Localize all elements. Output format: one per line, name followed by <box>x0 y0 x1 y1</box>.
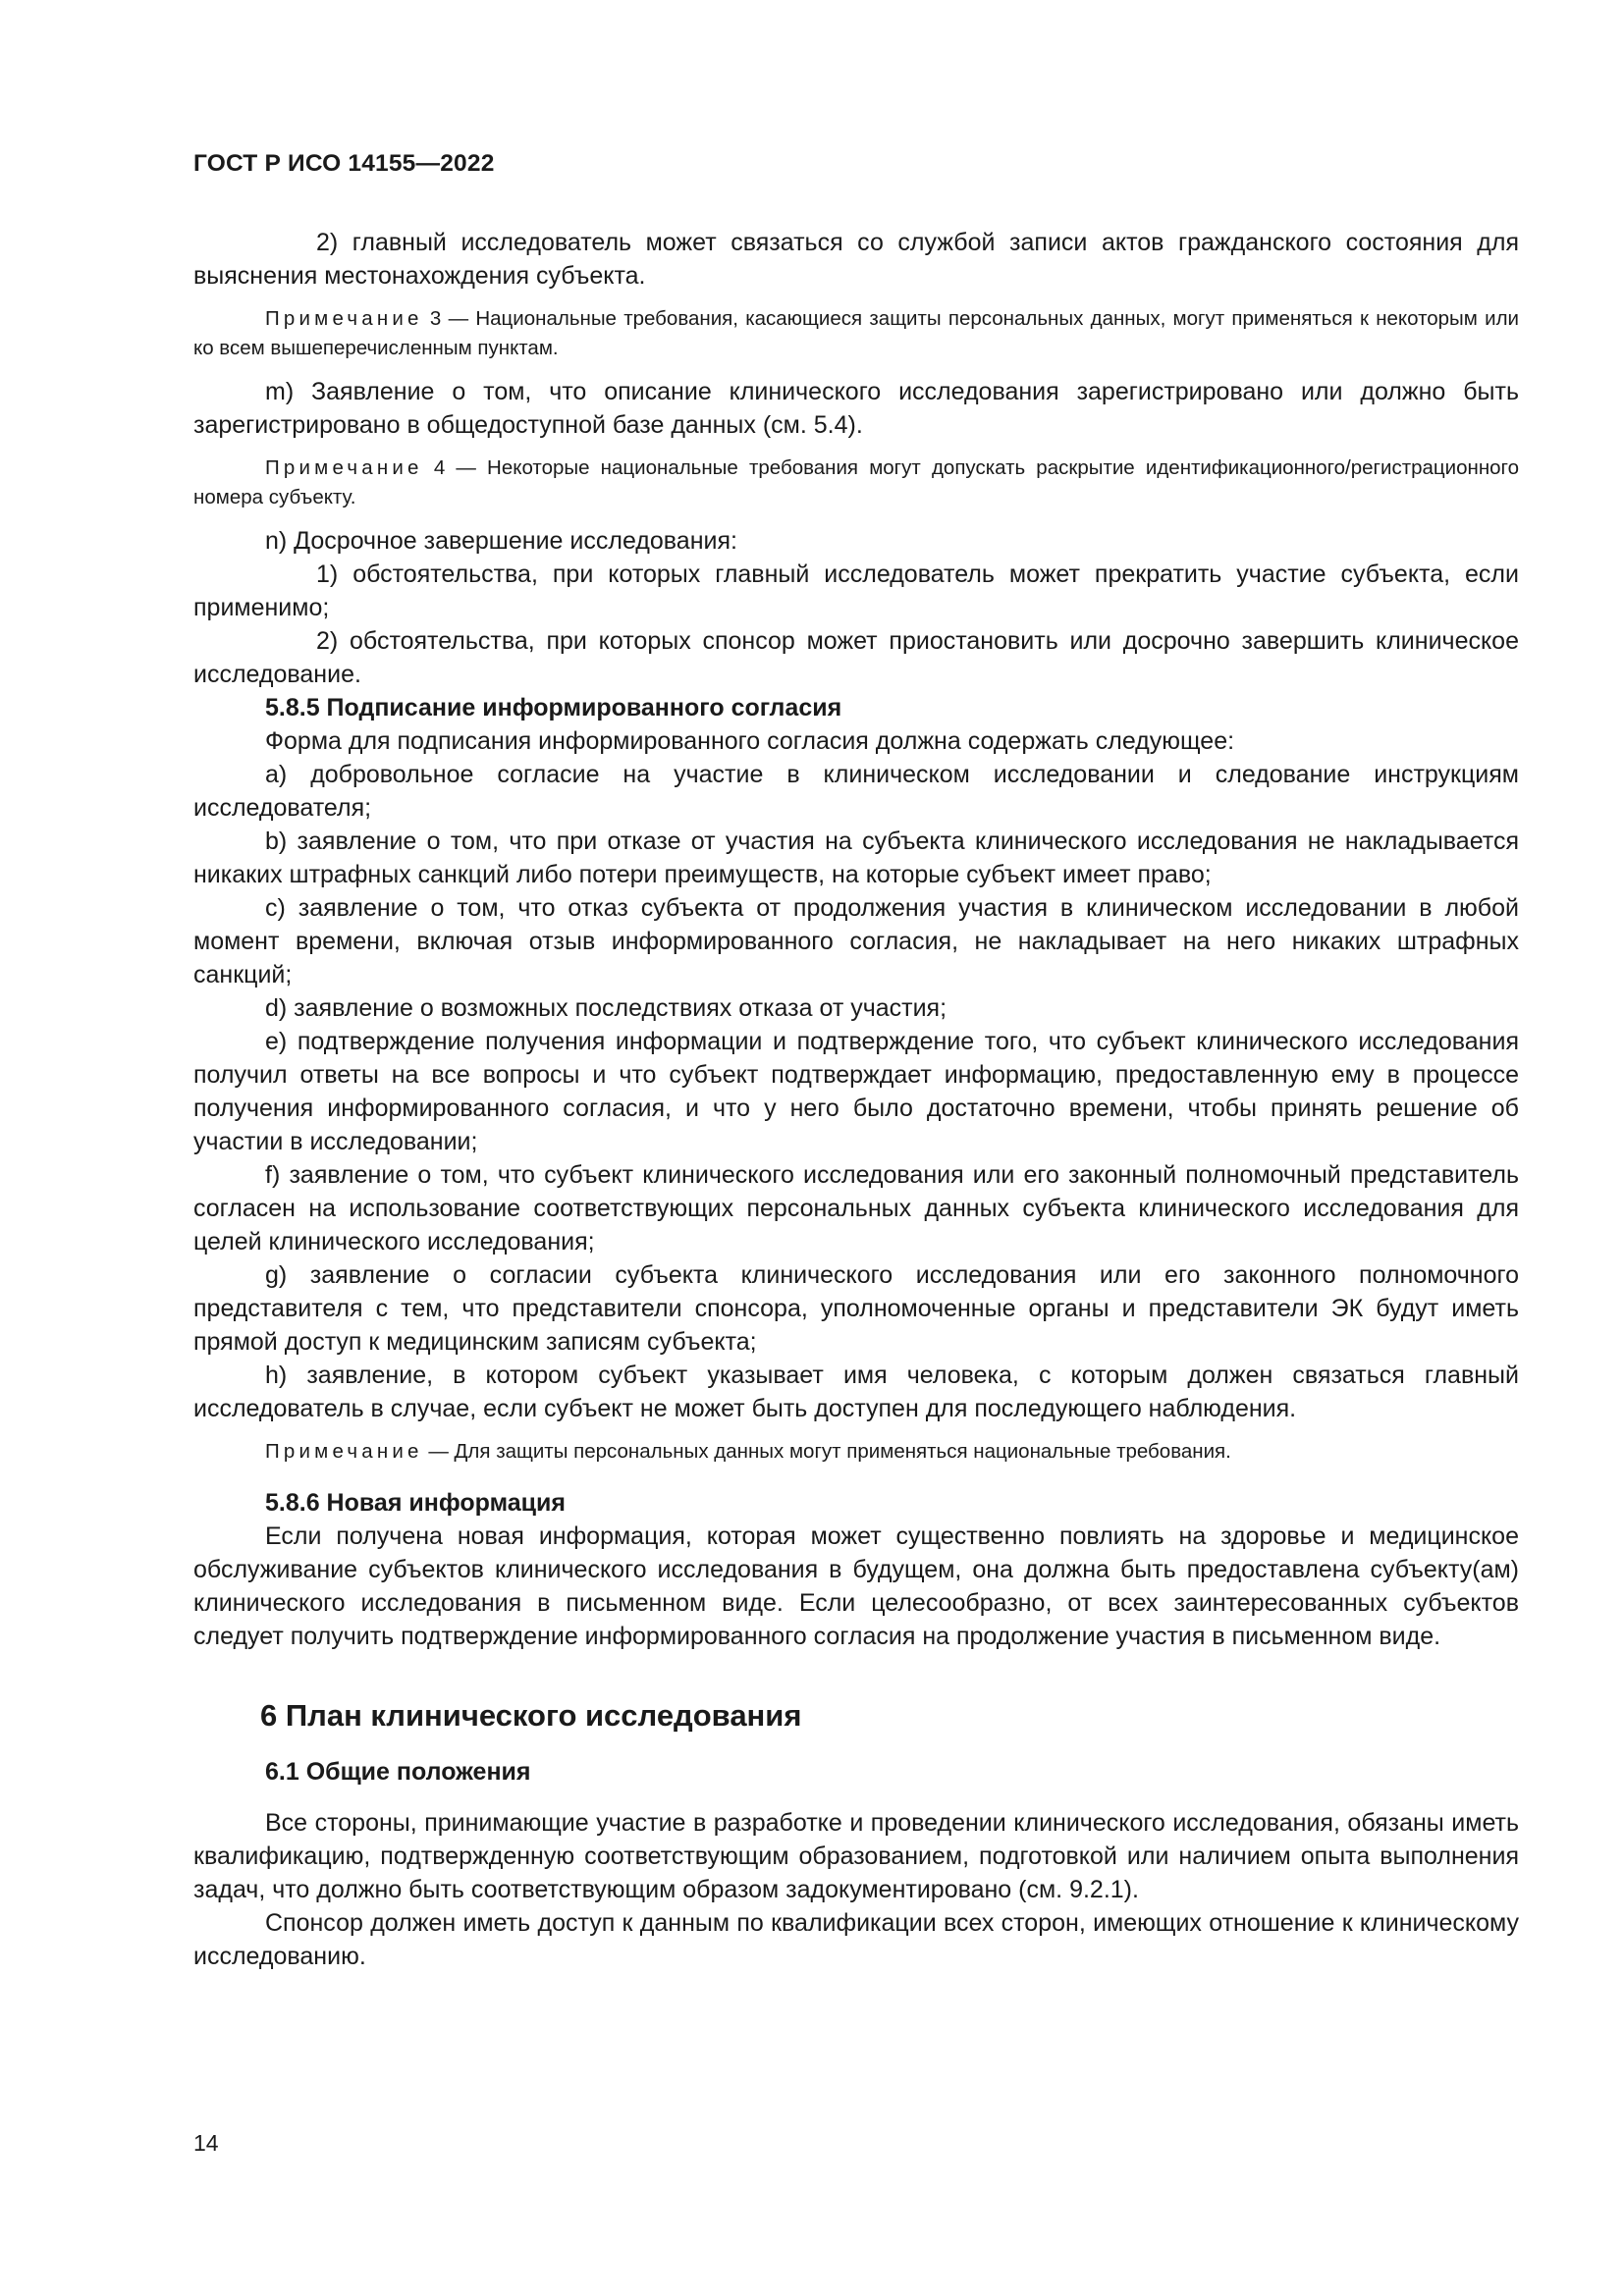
note-3-text: 3 — Национальные требования, касающиеся защиты персональных данных, могут применяться к некоторым или ко всем вышеперечисленным пунктам. <box>193 307 1519 359</box>
paragraph-item-n1: 1) обстоятельства, при которых главный исследователь может прекратить участие субъекта, если применимо; <box>193 561 1519 621</box>
section-5-8-6-heading: 5.8.6 Новая информация <box>265 1489 566 1517</box>
section-5-8-5-item-c: c) заявление о том, что отказ субъекта от продолжения участия в клиническом исследовании в любой момент времени, включая отзыв информированного согласия, не накладывает на него никаких штрафных санкций; <box>193 894 1519 988</box>
section-5-8-5-item-g: g) заявление о согласии субъекта клинического исследования или его законного полномочного представителя с тем, что представители спонсора, уполномоченные органы и представители ЭК будут иметь прямой доступ к медицинским записям субъекта; <box>193 1261 1519 1356</box>
section-5-8-5-item-h: h) заявление, в котором субъект указывает имя человека, с которым должен связаться главный исследователь в случае, если субъект не может быть доступен для последующего наблюдения. <box>193 1362 1519 1422</box>
section-6-heading: 6 План клинического исследования <box>260 1698 802 1733</box>
note-5-label: Примечание <box>265 1440 423 1463</box>
section-6-1-paragraph-2: Спонсор должен иметь доступ к данным по квалификации всех сторон, имеющих отношение к клиническому исследованию. <box>193 1909 1519 1970</box>
section-5-8-5-item-b: b) заявление о том, что при отказе от участия на субъекта клинического исследования не накладывается никаких штрафных санкций либо потери преимуществ, на которые субъект имеет право; <box>193 828 1519 888</box>
note-5-text: — Для защиты персональных данных могут применяться национальные требования. <box>422 1440 1231 1463</box>
section-5-8-5-item-d: d) заявление о возможных последствиях отказа от участия; <box>265 994 947 1022</box>
section-5-8-5-item-f: f) заявление о том, что субъект клинического исследования или его законный полномочный представитель согласен на использование соответствующих персональных данных субъекта клинического исследования для целей клинического исследования; <box>193 1161 1519 1255</box>
section-5-8-6-paragraph: Если получена новая информация, которая может существенно повлиять на здоровье и медицинское обслуживание субъектов клинического исследования в будущем, она должна быть предоставлена субъекту(ам) клинического исследования в письменном виде. Если целесообразно, от всех заинтересованных субъектов следует получить подтверждение информированного согласия на продолжение участия в письменном виде. <box>193 1522 1519 1650</box>
section-6-1-heading: 6.1 Общие положения <box>265 1758 531 1786</box>
paragraph-item-m: m) Заявление о том, что описание клинического исследования зарегистрировано или должно быть зарегистрировано в общедоступной базе данных (см. 5.4). <box>193 378 1519 439</box>
section-5-8-5-heading: 5.8.5 Подписание информированного согласия <box>265 694 842 721</box>
note-4-label: Примечание <box>265 456 423 479</box>
note-3-label: Примечание <box>265 307 423 330</box>
page-number: 14 <box>193 2130 219 2156</box>
page-content <box>193 226 1519 1973</box>
note-3 <box>193 304 1519 363</box>
note-5 <box>193 1437 1519 1467</box>
note-4 <box>193 454 1519 512</box>
section-5-8-5-item-e: e) подтверждение получения информации и подтверждение того, что субъект клинического исследования получил ответы на все вопросы и что субъект подтверждает информацию, предоставленную ему в процессе получения информированного согласия, и что у него было достаточно времени, чтобы принять решение об участии в исследовании; <box>193 1028 1519 1155</box>
running-header: ГОСТ Р ИСО 14155—2022 <box>193 150 495 177</box>
paragraph-item-n2: 2) обстоятельства, при которых спонсор может приостановить или досрочно завершить клиническое исследование. <box>193 627 1519 688</box>
section-5-8-5-item-a: a) добровольное согласие на участие в клиническом исследовании и следование инструкциям исследователя; <box>193 761 1519 822</box>
document-page <box>193 0 1519 2296</box>
paragraph-item-n: n) Досрочное завершение исследования: <box>265 527 737 555</box>
section-5-8-5-intro: Форма для подписания информированного согласия должна содержать следующее: <box>265 727 1235 755</box>
section-6-1-paragraph-1: Все стороны, принимающие участие в разработке и проведении клинического исследования, обязаны иметь квалификацию, подтвержденную соответствующим образованием, подготовкой или наличием опыта выполнения задач, что должно быть соответствующим образом задокументировано (см. 9.2.1). <box>193 1809 1519 1903</box>
note-4-text: 4 — Некоторые национальные требования могут допускать раскрытие идентификационного/регистрационного номера субъекту. <box>193 456 1519 508</box>
paragraph-item-l2: 2) главный исследователь может связаться со службой записи актов гражданского состояния для выяснения местонахождения субъекта. <box>193 229 1519 290</box>
